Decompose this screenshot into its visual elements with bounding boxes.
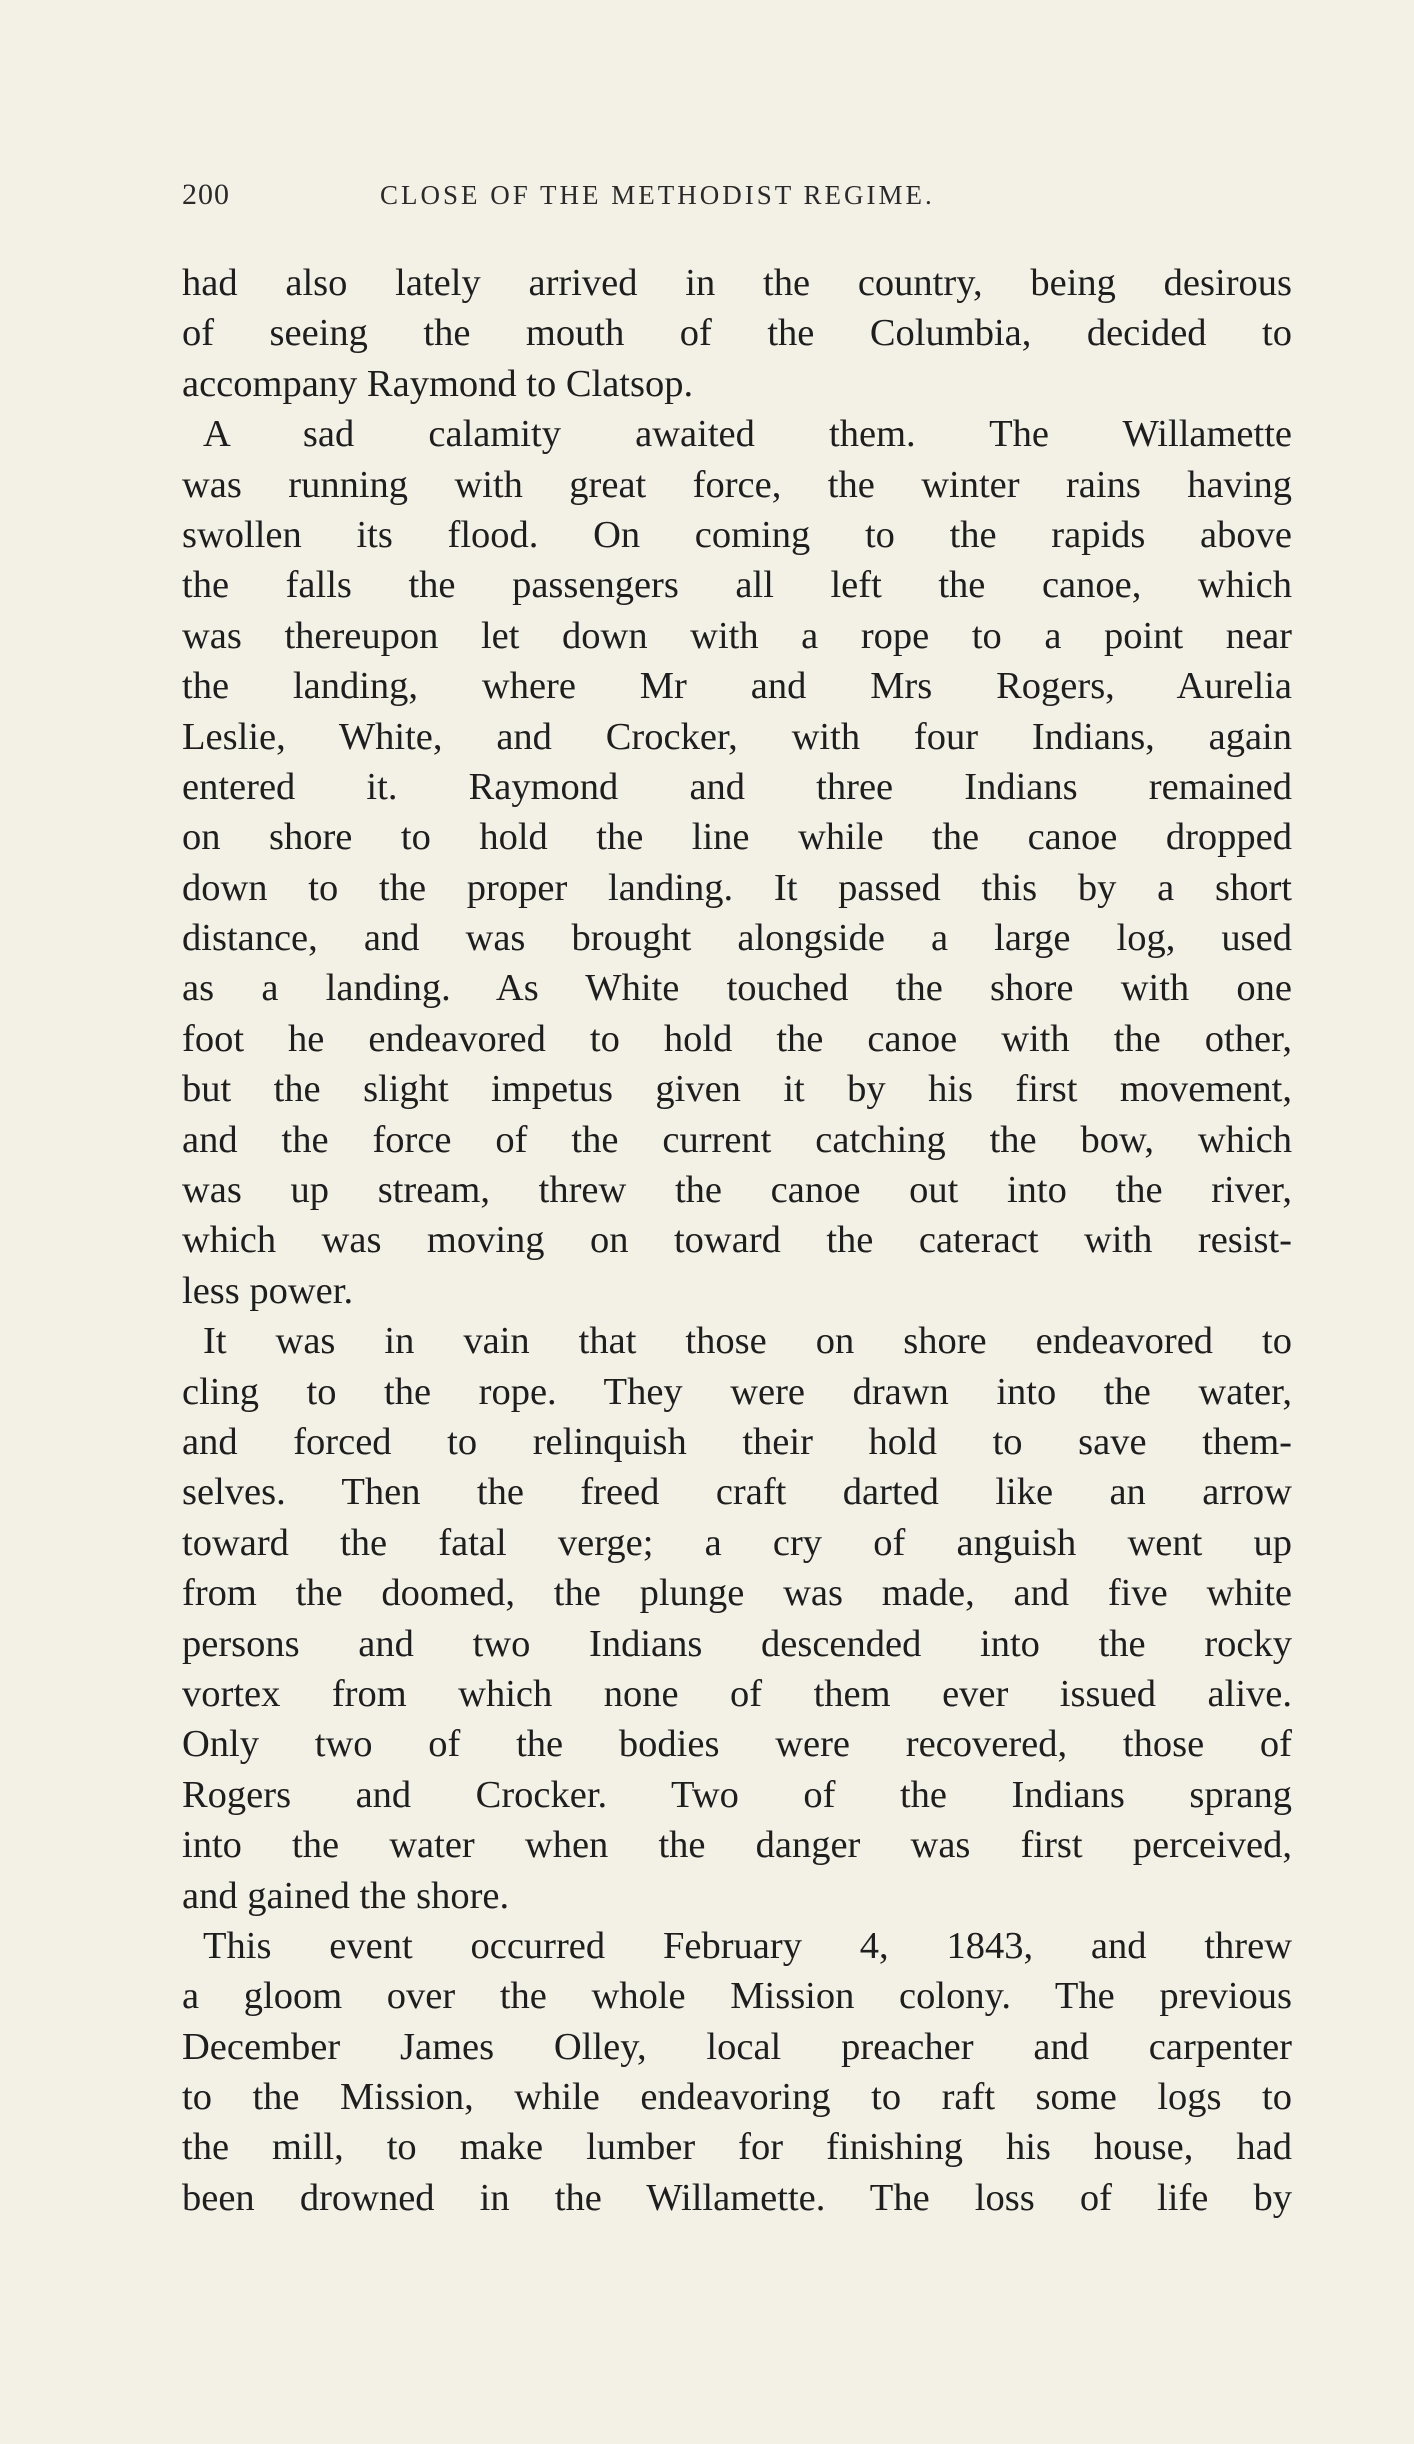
text-line: Only two of the bodies were recovered, those of — [182, 1723, 1292, 1766]
text-line: distance, and was brought alongside a large log, used — [182, 917, 1292, 960]
text-line: to the Mission, while endeavoring to raft some logs to — [182, 2076, 1292, 2119]
text-line: had also lately arrived in the country, being desirous — [182, 262, 1292, 304]
running-head — [182, 178, 1292, 218]
text-line: from the doomed, the plunge was made, and five white — [182, 1572, 1292, 1615]
text-line: and the force of the current catching the bow, which — [182, 1118, 1292, 1161]
text-line: A sad calamity awaited them. The Willamette — [203, 413, 1292, 456]
running-head-title: CLOSE OF THE METHODIST REGIME. — [380, 180, 935, 210]
body-text — [182, 258, 1292, 2223]
text-line: persons and two Indians descended into the rocky — [182, 1622, 1292, 1665]
text-line: It was in vain that those on shore endeavored to — [203, 1320, 1292, 1363]
text-line: foot he endeavored to hold the canoe with the other, — [182, 1017, 1292, 1060]
text-line: but the slight impetus given it by his first movement, — [182, 1068, 1292, 1111]
text-line: December James Olley, local preacher and carpenter — [182, 2025, 1292, 2068]
text-line: Rogers and Crocker. Two of the Indians sprang — [182, 1773, 1292, 1816]
text-line: vortex from which none of them ever issued alive. — [182, 1672, 1292, 1715]
text-line: was running with great force, the winter rains having — [182, 463, 1292, 506]
text-line: and forced to relinquish their hold to save them- — [182, 1420, 1292, 1463]
page-number: 200 — [182, 178, 230, 211]
text-line: entered it. Raymond and three Indians remained — [182, 765, 1292, 808]
text-line: was up stream, threw the canoe out into the river, — [182, 1169, 1292, 1212]
text-line: into the water when the danger was first perceived, — [182, 1824, 1292, 1867]
text-line: which was moving on toward the cateract with resist- — [182, 1219, 1292, 1262]
text-line: as a landing. As White touched the shore with one — [182, 967, 1292, 1010]
text-line: been drowned in the Willamette. The loss of life by — [182, 2176, 1292, 2219]
text-line: of seeing the mouth of the Columbia, decided to — [182, 312, 1292, 355]
text-line: the mill, to make lumber for finishing his house, had — [182, 2126, 1292, 2169]
text-line: less power. — [182, 1269, 354, 1312]
text-line: swollen its flood. On coming to the rapids above — [182, 513, 1292, 556]
text-line: selves. Then the freed craft darted like an arrow — [182, 1471, 1292, 1514]
text-line: This event occurred February 4, 1843, and threw — [203, 1924, 1292, 1967]
text-line: down to the proper landing. It passed this by a short — [182, 866, 1292, 909]
text-line: on shore to hold the line while the canoe dropped — [182, 816, 1292, 859]
text-line: was thereupon let down with a rope to a point near — [182, 614, 1292, 657]
text-line: the landing, where Mr and Mrs Rogers, Aurelia — [182, 665, 1292, 708]
text-line: toward the fatal verge; a cry of anguish went up — [182, 1521, 1292, 1564]
text-line: Leslie, White, and Crocker, with four Indians, again — [182, 715, 1292, 758]
text-line: a gloom over the whole Mission colony. The previous — [182, 1975, 1292, 2018]
text-line: accompany Raymond to Clatsop. — [182, 362, 694, 405]
text-line: cling to the rope. They were drawn into the water, — [182, 1370, 1292, 1413]
text-line: and gained the shore. — [182, 1874, 510, 1917]
text-line: the falls the passengers all left the canoe, which — [182, 564, 1292, 607]
